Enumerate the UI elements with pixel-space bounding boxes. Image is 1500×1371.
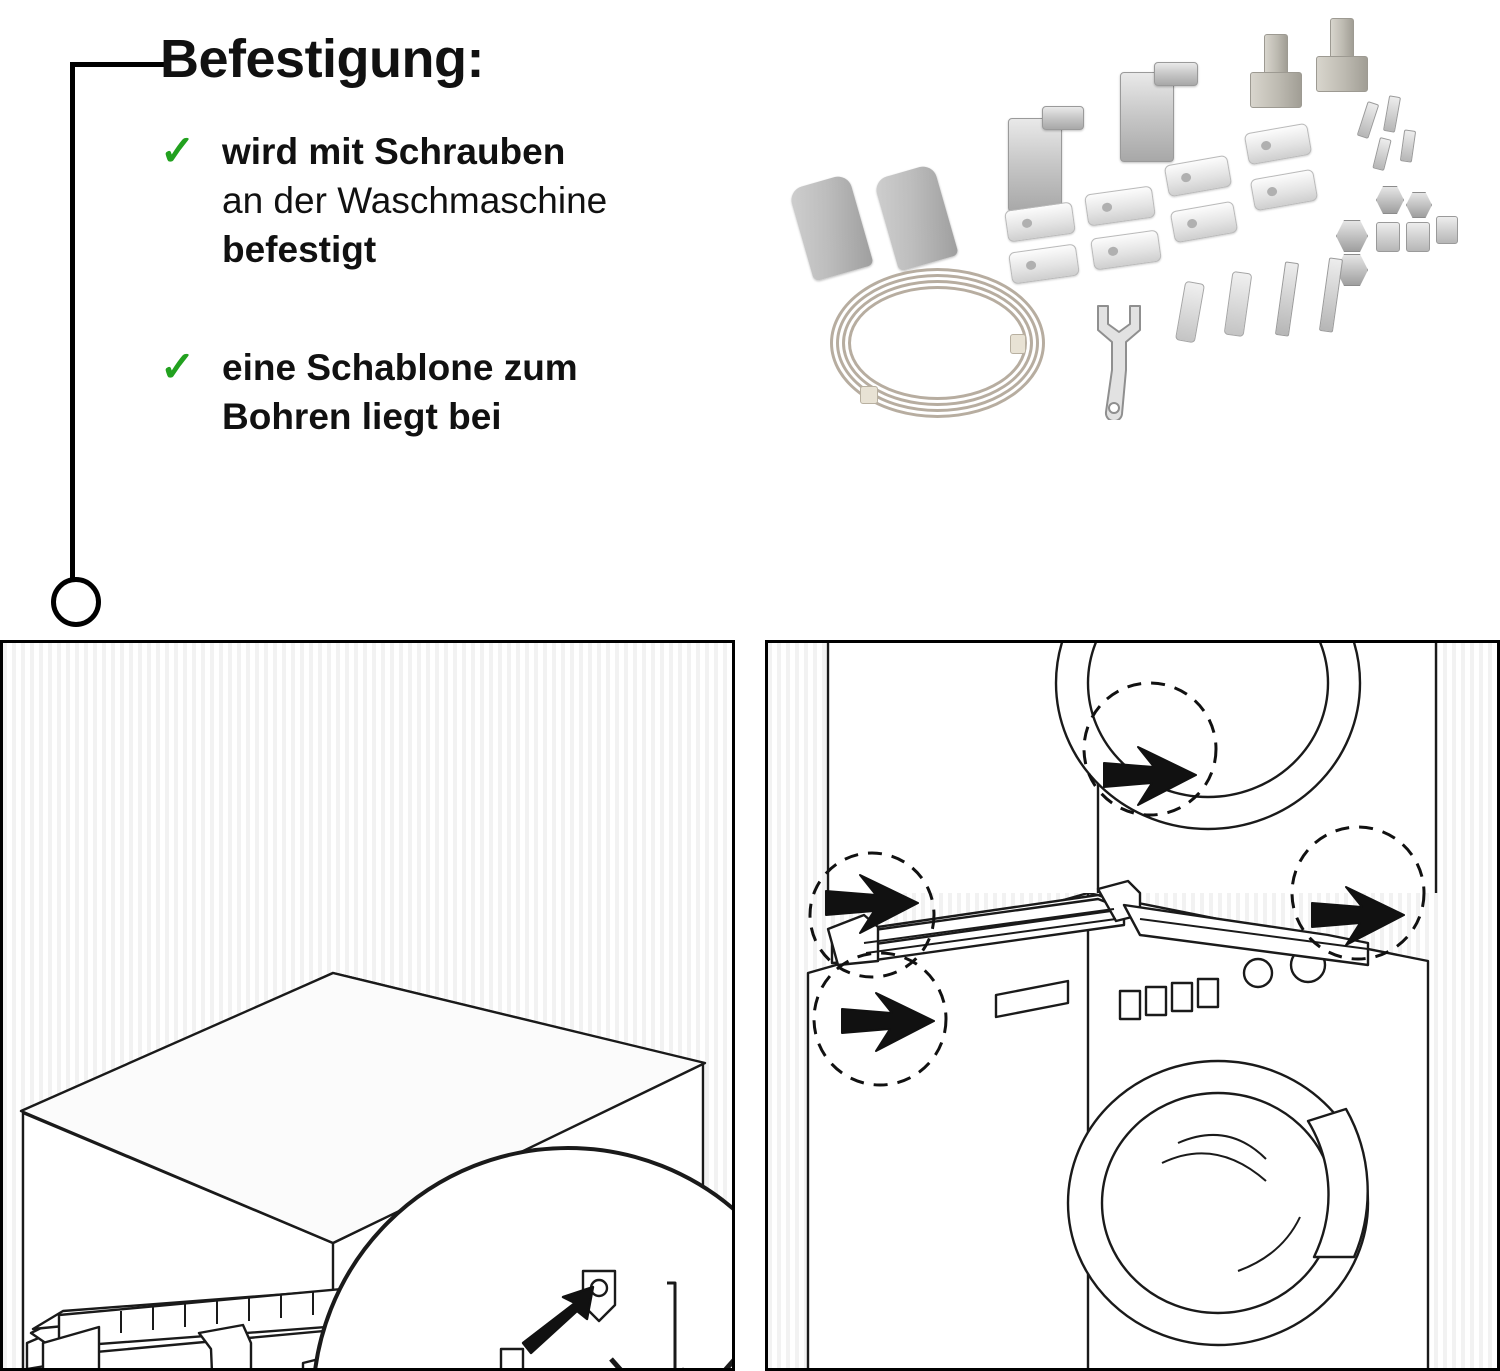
plastic-clip-4-icon: [1090, 229, 1162, 270]
metal-bracket-right-arm-icon: [1154, 62, 1198, 86]
callout-horizontal-line: [70, 62, 170, 67]
wrench-icon: [1080, 300, 1170, 420]
nut-3-icon: [1376, 186, 1404, 214]
assembly-step-panel: [765, 640, 1500, 1371]
check-icon: ✓: [160, 127, 196, 174]
nut-1-icon: [1336, 220, 1368, 252]
foot-stud-right-base-icon: [1316, 56, 1368, 92]
end-cap-left-icon: [788, 173, 874, 281]
end-cap-right-icon: [873, 163, 959, 271]
foot-stud-left-base-icon: [1250, 72, 1302, 108]
callout-pointer: [60, 52, 170, 597]
metal-bracket-left-icon: [1008, 118, 1062, 212]
callout-circle-marker: [51, 577, 101, 627]
wire-tie-2-icon: [1010, 334, 1026, 354]
wire-rope-coil-icon: [830, 268, 1045, 418]
washer-3-icon: [1436, 216, 1458, 244]
washer-1-icon: [1376, 222, 1400, 252]
washer-2-icon: [1406, 222, 1430, 252]
feature-bullet-1: [160, 128, 800, 274]
bullet-1-line-3: befestigt: [222, 228, 377, 270]
wood-screw-1-icon: [1275, 261, 1299, 336]
screw-3-icon: [1372, 137, 1391, 171]
wood-screw-2-icon: [1319, 257, 1343, 332]
metal-bracket-left-arm-icon: [1042, 106, 1084, 130]
plastic-clip-5-icon: [1164, 155, 1233, 198]
top-info-section: [0, 0, 1500, 632]
feature-bullet-2: [160, 344, 800, 442]
drilling-illustration: [3, 643, 732, 1368]
callout-vertical-line: [70, 62, 75, 587]
screw-1-icon: [1357, 101, 1380, 139]
nut-4-icon: [1406, 192, 1432, 218]
plastic-clip-8-icon: [1250, 169, 1319, 212]
plastic-clip-3-icon: [1084, 185, 1156, 226]
screw-2-icon: [1383, 95, 1401, 133]
bullet-2-line-1: eine Schablone zum: [222, 347, 578, 388]
wall-plug-2-icon: [1224, 271, 1253, 337]
plastic-clip-7-icon: [1244, 123, 1313, 166]
check-icon: ✓: [160, 343, 196, 390]
page-title: Befestigung:: [160, 29, 484, 89]
screw-4-icon: [1400, 129, 1416, 162]
wall-plug-1-icon: [1175, 281, 1205, 344]
bullet-1-line-2: an der Waschmaschine: [222, 179, 608, 221]
bullet-2-line-2: Bohren liegt bei: [222, 395, 502, 437]
wire-tie-1-icon: [860, 386, 878, 404]
drilling-step-panel: [0, 640, 735, 1371]
assembly-illustration: [768, 643, 1497, 1368]
plastic-clip-6-icon: [1170, 201, 1239, 244]
hardware-parts-photo: [780, 10, 1480, 480]
bullet-1-line-1: wird mit Schrauben: [222, 131, 566, 172]
